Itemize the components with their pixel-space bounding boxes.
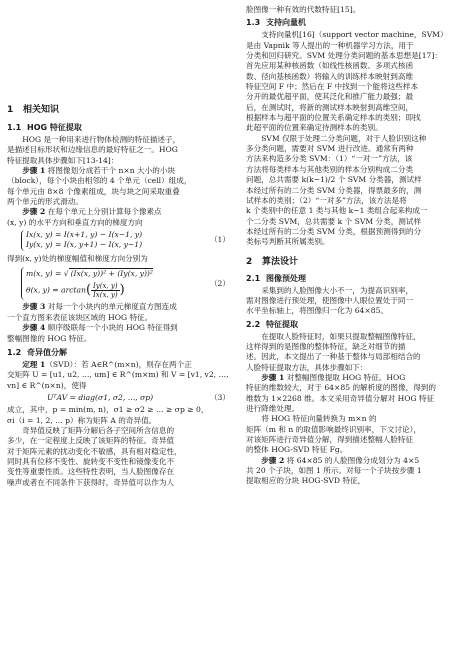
text-line: 水平坐标轴上，将图像归一化为 64×85。 [246,306,389,316]
text-line: 变性等重要性质。这些特性表明，当人脸图像存在 [7,467,175,477]
equation-lhs: θ(x, y) = arctan [26,285,86,295]
text-line: 进行降维处理。 [246,404,300,413]
section-1-heading [7,104,234,116]
section-2-heading [246,256,470,268]
left-column [7,0,234,488]
svm-paragraph-2 [246,134,470,248]
fraction [91,282,120,299]
gradient-text: 得到(x, y)处的梯度幅值和梯度方向分别为 [7,253,148,263]
text-line: 共 20 个子块，如图 1 所示。对每一个子块按步骤 1 [246,466,422,476]
text-line: 整幅图像的 HOG 特征。 [7,333,92,343]
text-line: SVM 仅限于处理二分类问题，对于人脸识别这种 [261,133,427,143]
feature-paragraph [246,332,470,373]
step-label: 步骤 1 [22,166,46,176]
text-line: 这样得到的是图像的整体特征，缺乏对细节的描 [246,341,406,351]
text-line: （SVD）：若 A∈R^(m×n)，则存在两个正 [45,359,192,369]
section-number: 2.1 [246,273,261,283]
equation-number: （1） [209,235,230,245]
section-title: 特征提取 [266,319,298,329]
section-1-3-heading [246,17,470,28]
section-2-2-heading [246,319,470,330]
text-line: 交矩阵 U = [u1, u2, …, um] ∈ R^(m×m) 和 V = [v1, v2, …, [7,370,229,380]
text-line: 一个直方图来表征该块区域的 HOG 特征。 [7,312,153,322]
equation-body: UᵀAV = diag(σ1, σ2, …, σp) [47,392,154,402]
text-line: 维数为 1×2268 维。本文采用奇异值分解对 HOG 特征 [246,393,435,403]
text-line: 多分类问题，需要对 SVM 进行改进。通常有两种 [246,144,414,154]
section-number: 2.2 [246,319,261,329]
text-line: 根据样本与超平面的位置关系确定样本的类别；即找 [246,113,421,123]
section-2-1-heading [246,273,470,284]
top-spacer [7,0,234,104]
text-line: 分开的最优超平面，使其泛化和推广能力最强；最 [246,92,414,102]
text-line: k 个类别中的任意 1 类与其他 k−1 类组合起来构成一 [246,206,428,216]
equation-2 [7,267,234,300]
section-number: 1.1 [7,123,22,132]
text-line: 特征的维数较大，对于 64×85 的解析度的图像，得到的 [246,383,436,393]
text-line: 成立，其中，p = min(m, n)，σ1 ≥ σ2 ≥ … ≥ σp ≥ 0， [7,405,209,415]
section-title: 算法设计 [262,256,299,267]
text-line: 需对图像进行预处理，使图像中人眼位置处于同一 [246,295,414,305]
text-line: 矩阵（m 和 n 的取值影响最终识别率，下文讨论）， [246,424,421,434]
text-line: 每个单元由 8×8 个像素组成，块与块之间采取重叠 [7,186,180,196]
denominator: Ix(x, y) [93,291,118,300]
equation-lhs: m(x, y) = [26,269,64,279]
text-line: 方法来构造多分类 SVM：（1）“一对一”方法，该 [246,154,413,164]
text-line: HOG 是一种用来进行物体检测的特征描述子， [22,135,181,144]
feature-step-1 [246,373,470,414]
text-line: 采集到的人脸图像大小不一，为提高识别率， [261,285,414,295]
equation-3 [7,393,234,403]
text-line: vn] ∈ R^(n×n)，使得 [7,380,87,390]
equation-cases [21,230,142,251]
hog-step-4 [7,323,234,344]
text-line: 此超平面的位置来确定待测样本的类别。 [246,123,383,133]
section-title: 支持向量机 [266,18,306,28]
svd-theorem [7,360,234,391]
equation-rhs: (Ix(x, y))² + (Iy(x, y))² [70,269,153,279]
text-line: (x, y) 的水平方向和垂直方向的梯度方向 [7,217,143,227]
step-label: 步骤 1 [261,372,285,382]
equation-line: Iy(x, y) = I(x, y+1) − I(x, y−1) [26,240,143,250]
step-label: 步骤 3 [22,302,46,312]
equation-cases: m(x, y) = √ (Ix(x, y))² + (Iy(x, y))² θ(x, y) = arctan( $\frac{Iy(x, y)}{Ix(x, y)}$ ) [21,267,153,300]
text-line: 述。因此，本文提出了一种基于整体与局部相结合的 [246,352,421,362]
section-number: 2 [246,256,253,267]
hog-paragraph [7,135,234,166]
hog-step-3 [7,302,234,323]
text-line: 提取相应的分块 HOG-SVD 特征， [246,476,366,486]
step-label: 步骤 2 [261,455,285,465]
text-line: 个二分类 SVM，总共需要 k 个 SVM 分类，测试样 [246,216,422,226]
theorem-label: 定理 1 [22,359,46,369]
numerator: Iy(x, y) [93,282,118,291]
text-line: 顺序级联每一个小块的 HOG 特征得到 [45,323,178,333]
preprocess-paragraph [246,286,470,317]
equation-line: Ix(x, y) = I(x+1, y) − I(x−1, y) [26,230,143,240]
text-line: 分类和回归研究。SVM 处理分类问题的基本思想是[17]： [246,51,442,61]
section-number: 1.3 [246,18,261,28]
hog-step-2 [7,207,234,228]
svd-condition [7,405,234,426]
text-line: 数、径向基核函数）将输入的训练样本映射到高维 [246,71,414,81]
text-line: 脸图像一种有效的代数特征[15]。 [246,5,361,14]
text-line: （block），每个小块由相邻的 4 个单元（cell）组成， [7,176,192,186]
text-line: 的整体 HOG-SVD 特征 Fg。 [246,445,348,455]
text-line: 对于矩阵元素的扰动变化不敏感，具有相对稳定性， [7,446,182,456]
svm-paragraph-1 [246,30,470,133]
equation-1 [7,230,234,251]
text-line: 类标号判断其所属类别。 [246,237,330,247]
step-label: 步骤 4 [22,323,46,333]
text-line: 后，在测试时，将新的测试样本映射到高维空间， [246,102,414,112]
equation-number: （2） [209,278,230,288]
step-label: 步骤 2 [22,207,46,217]
text-line: 是由 Vapnik 等人提出的一种机器学习方法，用于 [246,40,414,50]
text-line: σi（i = 1, 2, … p）称为矩阵 A 的奇异值。 [7,415,157,425]
text-line: 两个单元的形式滑动。 [7,197,83,207]
hog-step-1 [7,166,234,207]
section-number: 1 [7,105,14,115]
text-line: 特征空间 F 中；然后在 F 中找到一个能将这些样本 [246,82,419,92]
text-line: 问题，总共需要 k(k−1)/2 个 SVM 分类器，测试样 [246,175,422,185]
section-1-1-heading [7,122,234,133]
text-line: 是描述目标形状和边缘信息的最好特征之一。HOG [7,145,178,155]
text-line: 将图像划分成若干个 n×n 大小的小块 [45,166,176,176]
text-line: 将 HOG 特征向量转换为 m×n 的 [261,414,377,424]
text-line: 本经过所有的二分类 SVM 分类，根据预测得到的分 [246,226,422,236]
feature-step-2 [246,456,470,487]
text-line: 人脸特征提取方法，具体步骤如下： [246,362,368,372]
section-title: HOG 特征提取 [27,123,82,132]
text-line: 噪声或者在不同条件下获得时，奇异值可以作为人 [7,477,175,487]
text-line: 首先应用某种核函数（如线性核函数、多项式核函 [246,61,414,71]
text-line: 试样本的类别；（2）“一对多”方法，该方法是将 [246,195,407,205]
svd-paragraph [7,426,234,488]
section-number: 1.2 [7,347,22,357]
equation-number: （3） [209,392,230,402]
text-line: 对整幅图像提取 HOG 特征。HOG [284,372,406,382]
text-line: 支持向量机[16]（support vector machine，SVM） [261,30,448,40]
text-line: 在提取人脸特征时，如果只提取整幅图像特征， [261,331,421,341]
text-line: 方法将每类样本与其他类别的样本分别构成二分类 [246,164,414,174]
section-title: 相关知识 [23,105,60,115]
feature-step-1-continued [246,414,470,455]
text-line: 对该矩阵进行奇异值分解，得到描述整幅人脸特征 [246,435,414,445]
section-title: 奇异值分解 [27,347,67,357]
section-title: 图像预处理 [266,273,306,283]
text-line: 奇异值反映了矩阵分解后各子空间所含信息的 [22,425,175,435]
text-line: 将 64×85 的人脸图像分成划分为 4×5 [284,455,420,465]
right-column [246,0,470,487]
text-line: 对每一个小块内的单元梯度直方图连成 [45,302,177,312]
text-line: 多少，在一定程度上反映了该矩阵的特征。奇异值 [7,436,175,446]
text-line: 本经过所有的二分类 SVM 分类器，得票最多的，测 [246,185,422,195]
text-line: 特征提取具体步骤如下[13-14]： [7,155,119,165]
text-line: 在每个单元上分别计算每个像素点 [45,207,162,217]
section-1-2-heading [7,347,234,358]
text-line: 同时具有位移不变性、旋转变不变性和镜像变化不 [7,456,175,466]
